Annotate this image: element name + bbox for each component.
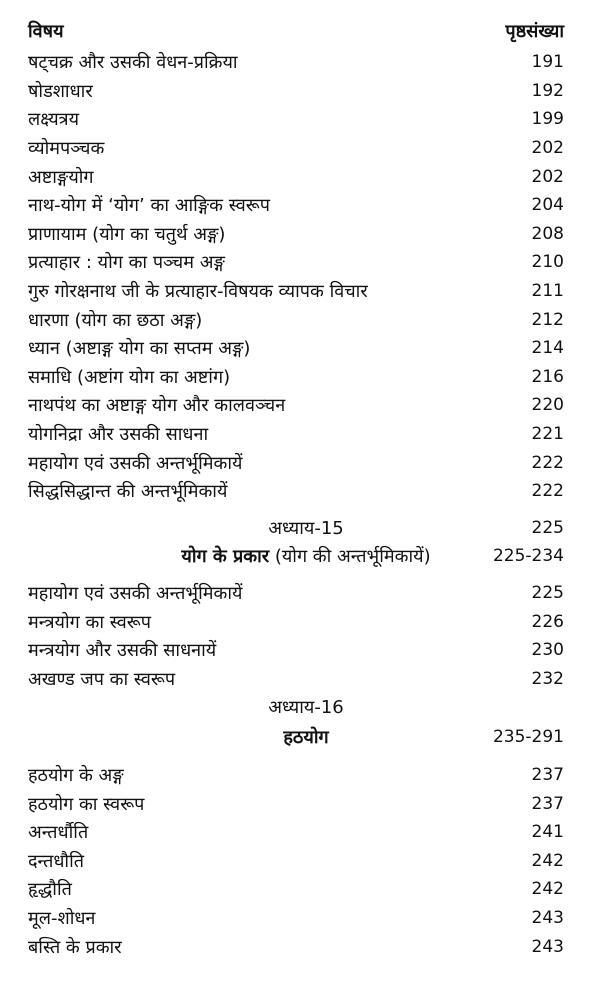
entry-title: योगनिद्रा और उसकी साधना (28, 424, 209, 446)
toc-entry (28, 105, 564, 134)
toc-entry (28, 391, 564, 420)
section-entries (28, 48, 564, 506)
page-range: 235-291 (492, 727, 564, 748)
page-number: 241 (531, 822, 564, 843)
toc-entry (28, 191, 564, 220)
entry-title: नाथ-योग में ‘योग’ का आङ्गिक स्वरूप (28, 195, 270, 217)
toc-entry (28, 363, 564, 392)
page-number: 202 (531, 166, 564, 187)
chapter-15-entries (28, 579, 564, 693)
chapter-label: अध्याय-16 (268, 697, 344, 719)
toc-entry (28, 448, 564, 477)
entry-title: षोडशाधार (28, 80, 93, 102)
entry-title: मन्त्रयोग और उसकी साधनायें (28, 640, 217, 662)
toc-entry (28, 818, 564, 847)
chapter-label: अध्याय-15 (268, 517, 344, 539)
toc-entry (28, 277, 564, 306)
chapter-title-bold: योग के प्रकार (181, 546, 270, 568)
entry-title: अष्टाङ्गयोग (28, 166, 94, 188)
page-number: 220 (531, 395, 564, 416)
page-number: 237 (531, 793, 564, 814)
chapter-15-title (28, 542, 564, 571)
toc-entry (28, 162, 564, 191)
page-number: 225 (531, 582, 564, 603)
page-number: 214 (531, 338, 564, 359)
entry-title: लक्ष्यत्रय (28, 109, 80, 131)
chapter-16-title (28, 722, 564, 753)
toc-entry (28, 904, 564, 933)
page-number: 202 (531, 138, 564, 159)
page-number: 210 (531, 252, 564, 273)
page-number: 204 (531, 195, 564, 216)
page-number: 222 (531, 481, 564, 502)
page-number: 221 (531, 424, 564, 445)
page-number: 216 (531, 366, 564, 387)
page-number: 237 (531, 764, 564, 785)
entry-title: अन्तर्धौति (28, 822, 89, 844)
toc-entry (28, 305, 564, 334)
subject-heading: विषय (28, 21, 64, 42)
toc-entry (28, 875, 564, 904)
entry-title: सिद्धसिद्धान्त की अन्तर्भूमिकायें (28, 481, 228, 503)
chapter-16-label (28, 693, 564, 722)
entry-title: मूल-शोधन (28, 907, 96, 929)
entry-title: हठयोग का स्वरूप (28, 793, 145, 815)
page-number: 222 (531, 452, 564, 473)
toc-entry (28, 248, 564, 277)
page-number: 242 (531, 879, 564, 900)
entry-title: प्राणायाम (योग का चतुर्थ अङ्ग) (28, 223, 226, 245)
entry-title: ध्यान (अष्टाङ्ग योग का सप्तम अङ्ग) (28, 338, 251, 360)
toc-entry (28, 334, 564, 363)
page-number: 243 (531, 936, 564, 957)
entry-title: धारणा (योग का छठा अङ्ग) (28, 309, 203, 331)
toc-entry (28, 77, 564, 106)
page-number: 212 (531, 309, 564, 330)
toc-entry (28, 636, 564, 665)
entry-title: महायोग एवं उसकी अन्तर्भूमिकायें (28, 582, 243, 604)
chapter-title-subtitle: (योग की अन्तर्भूमिकायें) (269, 546, 431, 568)
toc-entry (28, 48, 564, 77)
toc-entry (28, 220, 564, 249)
entry-title: दन्तधौति (28, 850, 85, 872)
page-number: 242 (531, 850, 564, 871)
toc-entry (28, 420, 564, 449)
toc-entry (28, 134, 564, 163)
entry-title: व्योमपञ्चक (28, 138, 105, 160)
toc-entry (28, 477, 564, 506)
page-number: 199 (531, 109, 564, 130)
toc-entry (28, 579, 564, 608)
page-number: 211 (531, 281, 564, 302)
entry-title: अखण्ड जप का स्वरूप (28, 668, 176, 690)
entry-title: महायोग एवं उसकी अन्तर्भूमिकायें (28, 452, 243, 474)
entry-title: बस्ति के प्रकार (28, 936, 122, 958)
entry-title: मन्त्रयोग का स्वरूप (28, 611, 151, 633)
page-number: 225 (531, 517, 564, 538)
toc-header (28, 16, 564, 46)
page-number-heading: पृष्ठसंख्या (505, 21, 564, 42)
entry-title: हठयोग के अङ्ग (28, 764, 124, 786)
page-number: 208 (531, 223, 564, 244)
page-number: 230 (531, 640, 564, 661)
entry-title: षट्चक्र और उसकी वेधन-प्रक्रिया (28, 52, 238, 74)
entry-title: समाधि (अष्टांग योग का अष्टांग) (28, 366, 231, 388)
page-range: 225-234 (492, 546, 564, 567)
toc-entry (28, 932, 564, 961)
chapter-title (28, 544, 484, 568)
toc-entry (28, 607, 564, 636)
toc-entry (28, 761, 564, 790)
toc-entry (28, 789, 564, 818)
page-number: 243 (531, 907, 564, 928)
toc-entry (28, 664, 564, 693)
entry-title: हृद्धौति (28, 879, 72, 901)
entry-title: नाथपंथ का अष्टाङ्ग योग और कालवञ्चन (28, 395, 286, 417)
chapter-16-entries (28, 761, 564, 961)
chapter-title-bold: हठयोग (283, 727, 329, 749)
table-of-contents (28, 16, 564, 961)
page-number: 191 (531, 52, 564, 73)
entry-title: गुरु गोरक्षनाथ जी के प्रत्याहार-विषयक व्यापक विचार (28, 281, 368, 303)
page-number: 226 (531, 611, 564, 632)
chapter-title (28, 725, 484, 749)
toc-entry (28, 846, 564, 875)
entry-title: प्रत्याहार : योग का पञ्चम अङ्ग (28, 252, 225, 274)
chapter-15-label (28, 514, 564, 543)
page-number: 232 (531, 668, 564, 689)
page-number: 192 (531, 80, 564, 101)
